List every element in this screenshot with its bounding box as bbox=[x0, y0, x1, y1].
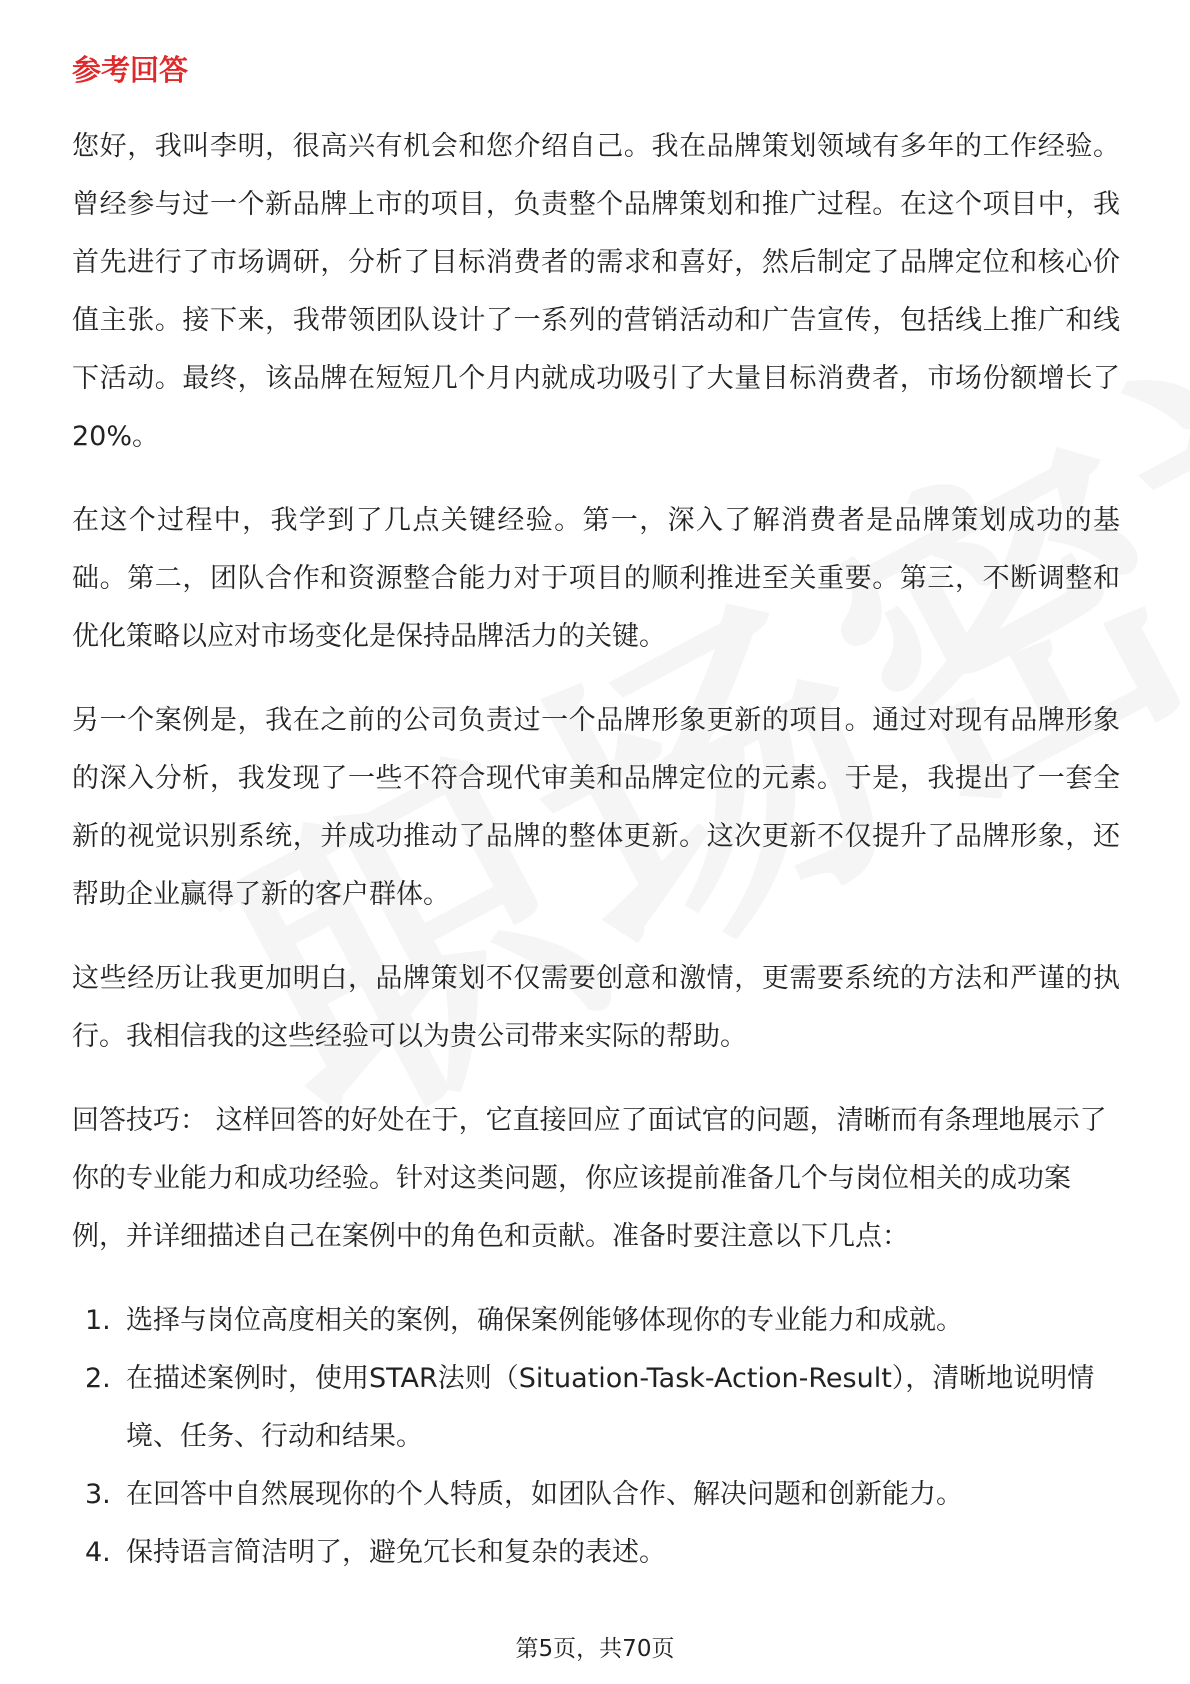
list-item bbox=[72, 1466, 1120, 1524]
answer-paragraph-1: 您好，我叫李明，很高兴有机会和您介绍自己。我在品牌策划领域有多年的工作经验。曾经参与过一个新品牌上市的项目，负责整个品牌策划和推广过程。在这个项目中，我首先进行了市场调研，分析了目标消费者的需求和喜好，然后制定了品牌定位和核心价值主张。接下来，我带领团队设计了一系列的营销活动和广告宣传，包括线上推广和线下活动。最终，该品牌在短短几个月内就成功吸引了大量目标消费者，市场份额增长了20%。 bbox=[72, 131, 1120, 452]
answer-paragraph-4: 这些经历让我更加明白，品牌策划不仅需要创意和激情，更需要系统的方法和严谨的执行。我相信我的这些经验可以为贵公司带来实际的帮助。 bbox=[72, 963, 1120, 1052]
list-item bbox=[72, 1292, 1120, 1350]
list-number: 4. bbox=[85, 1537, 111, 1568]
tips-list bbox=[72, 1292, 1120, 1582]
section-heading: 参考回答 bbox=[72, 53, 189, 87]
answer-tips: 回答技巧： 这样回答的好处在于，它直接回应了面试官的问题，清晰而有条理地展示了你的专业能力和成功经验。针对这类问题，你应该提前准备几个与岗位相关的成功案例，并详细描述自己在案例中的角色和贡献。准备时要注意以下几点： bbox=[72, 1105, 1107, 1252]
list-text: 在描述案例时，使用STAR法则（Situation-Task-Action-Result），清晰地说明情境、任务、行动和结果。 bbox=[126, 1363, 1095, 1452]
list-item bbox=[72, 1524, 1120, 1582]
answer-paragraph-2: 在这个过程中，我学到了几点关键经验。第一，深入了解消费者是品牌策划成功的基础。第二，团队合作和资源整合能力对于项目的顺利推进至关重要。第三，不断调整和优化策略以应对市场变化是保持品牌活力的关键。 bbox=[72, 505, 1120, 652]
list-item bbox=[72, 1350, 1120, 1466]
list-text: 保持语言简洁明了，避免冗长和复杂的表述。 bbox=[126, 1537, 666, 1568]
answer-content bbox=[72, 118, 1120, 1582]
page-footer: 第5页，共70页 bbox=[515, 1636, 675, 1662]
list-text: 选择与岗位高度相关的案例，确保案例能够体现你的专业能力和成就。 bbox=[126, 1305, 963, 1336]
answer-paragraph-3: 另一个案例是，我在之前的公司负责过一个品牌形象更新的项目。通过对现有品牌形象的深入分析，我发现了一些不符合现代审美和品牌定位的元素。于是，我提出了一套全新的视觉识别系统，并成功推动了品牌的整体更新。这次更新不仅提升了品牌形象，还帮助企业赢得了新的客户群体。 bbox=[72, 705, 1120, 910]
list-text: 在回答中自然展现你的个人特质，如团队合作、解决问题和创新能力。 bbox=[126, 1479, 963, 1510]
list-number: 2. bbox=[85, 1363, 111, 1394]
list-number: 3. bbox=[85, 1479, 111, 1510]
list-number: 1. bbox=[85, 1305, 111, 1336]
